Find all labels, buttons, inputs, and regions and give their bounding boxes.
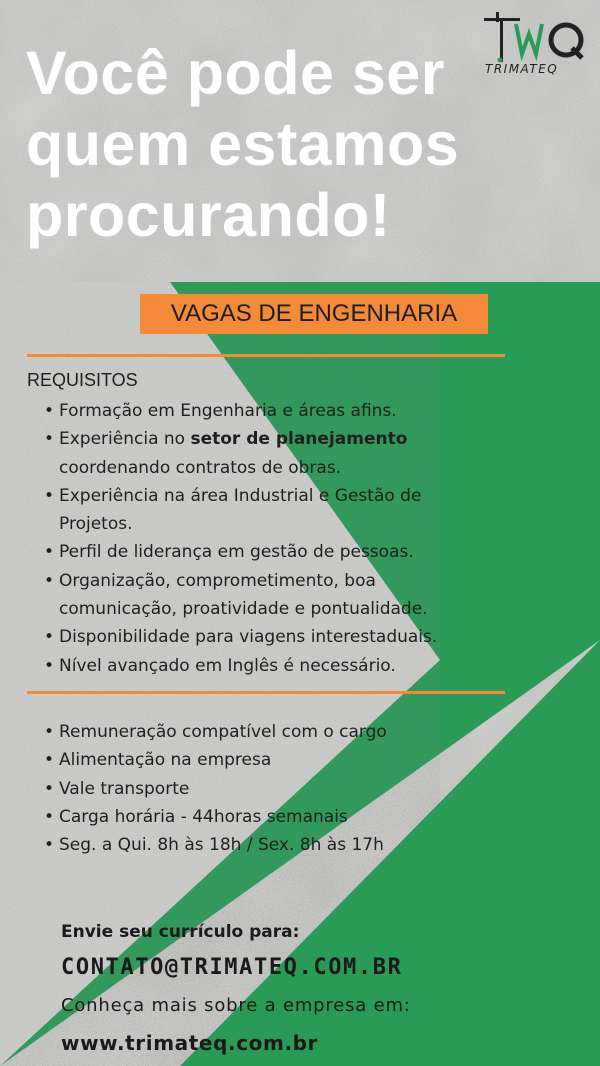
company-info-label: Conheça mais sobre a empresa em: <box>61 995 411 1016</box>
divider-top <box>27 354 505 357</box>
highlight-text: setor de planejamento <box>190 429 408 450</box>
list-item: • Carga horária - 44horas semanais <box>0 803 520 831</box>
send-cv-label: Envie seu currículo para: <box>61 922 300 942</box>
list-item: • Organização, comprometimento, boa comunicação, proatividade e pontualidade. <box>0 567 520 624</box>
list-item: • Disponibilidade para viagens interestaduais. <box>0 623 520 651</box>
benefits-list <box>0 718 520 859</box>
headline-line-3: procurando! <box>26 181 391 249</box>
company-website[interactable]: www.trimateq.com.br <box>61 1031 319 1055</box>
list-item: • Seg. a Qui. 8h às 18h / Sex. 8h às 17h <box>0 831 520 859</box>
list-item: • Vale transporte <box>0 775 520 803</box>
list-item: • Experiência na área Industrial e Gestão de Projetos. <box>0 482 520 539</box>
list-item: • Remuneração compatível com o cargo <box>0 718 520 746</box>
title-banner-text: VAGAS DE ENGENHARIA <box>170 300 458 327</box>
logo-wordmark: TRIMATEQ <box>485 62 559 76</box>
divider-bottom <box>27 691 505 694</box>
headline <box>26 38 496 251</box>
list-item: • Formação em Engenharia e áreas afins. <box>0 397 520 425</box>
headline-line-1: Você pode ser <box>26 39 445 107</box>
requirements-heading: REQUISITOS <box>27 370 138 390</box>
requirements-list <box>0 397 520 680</box>
contact-email[interactable]: CONTATO@TRIMATEQ.COM.BR <box>61 955 403 980</box>
list-item: • Experiência no setor de planejamento coordenando contratos de obras. <box>0 425 520 482</box>
list-item: • Alimentação na empresa <box>0 746 520 774</box>
list-item: • Nível avançado em Inglês é necessário. <box>0 652 520 680</box>
headline-line-2: quem estamos <box>26 110 460 178</box>
list-item: • Perfil de liderança em gestão de pessoas. <box>0 538 520 566</box>
